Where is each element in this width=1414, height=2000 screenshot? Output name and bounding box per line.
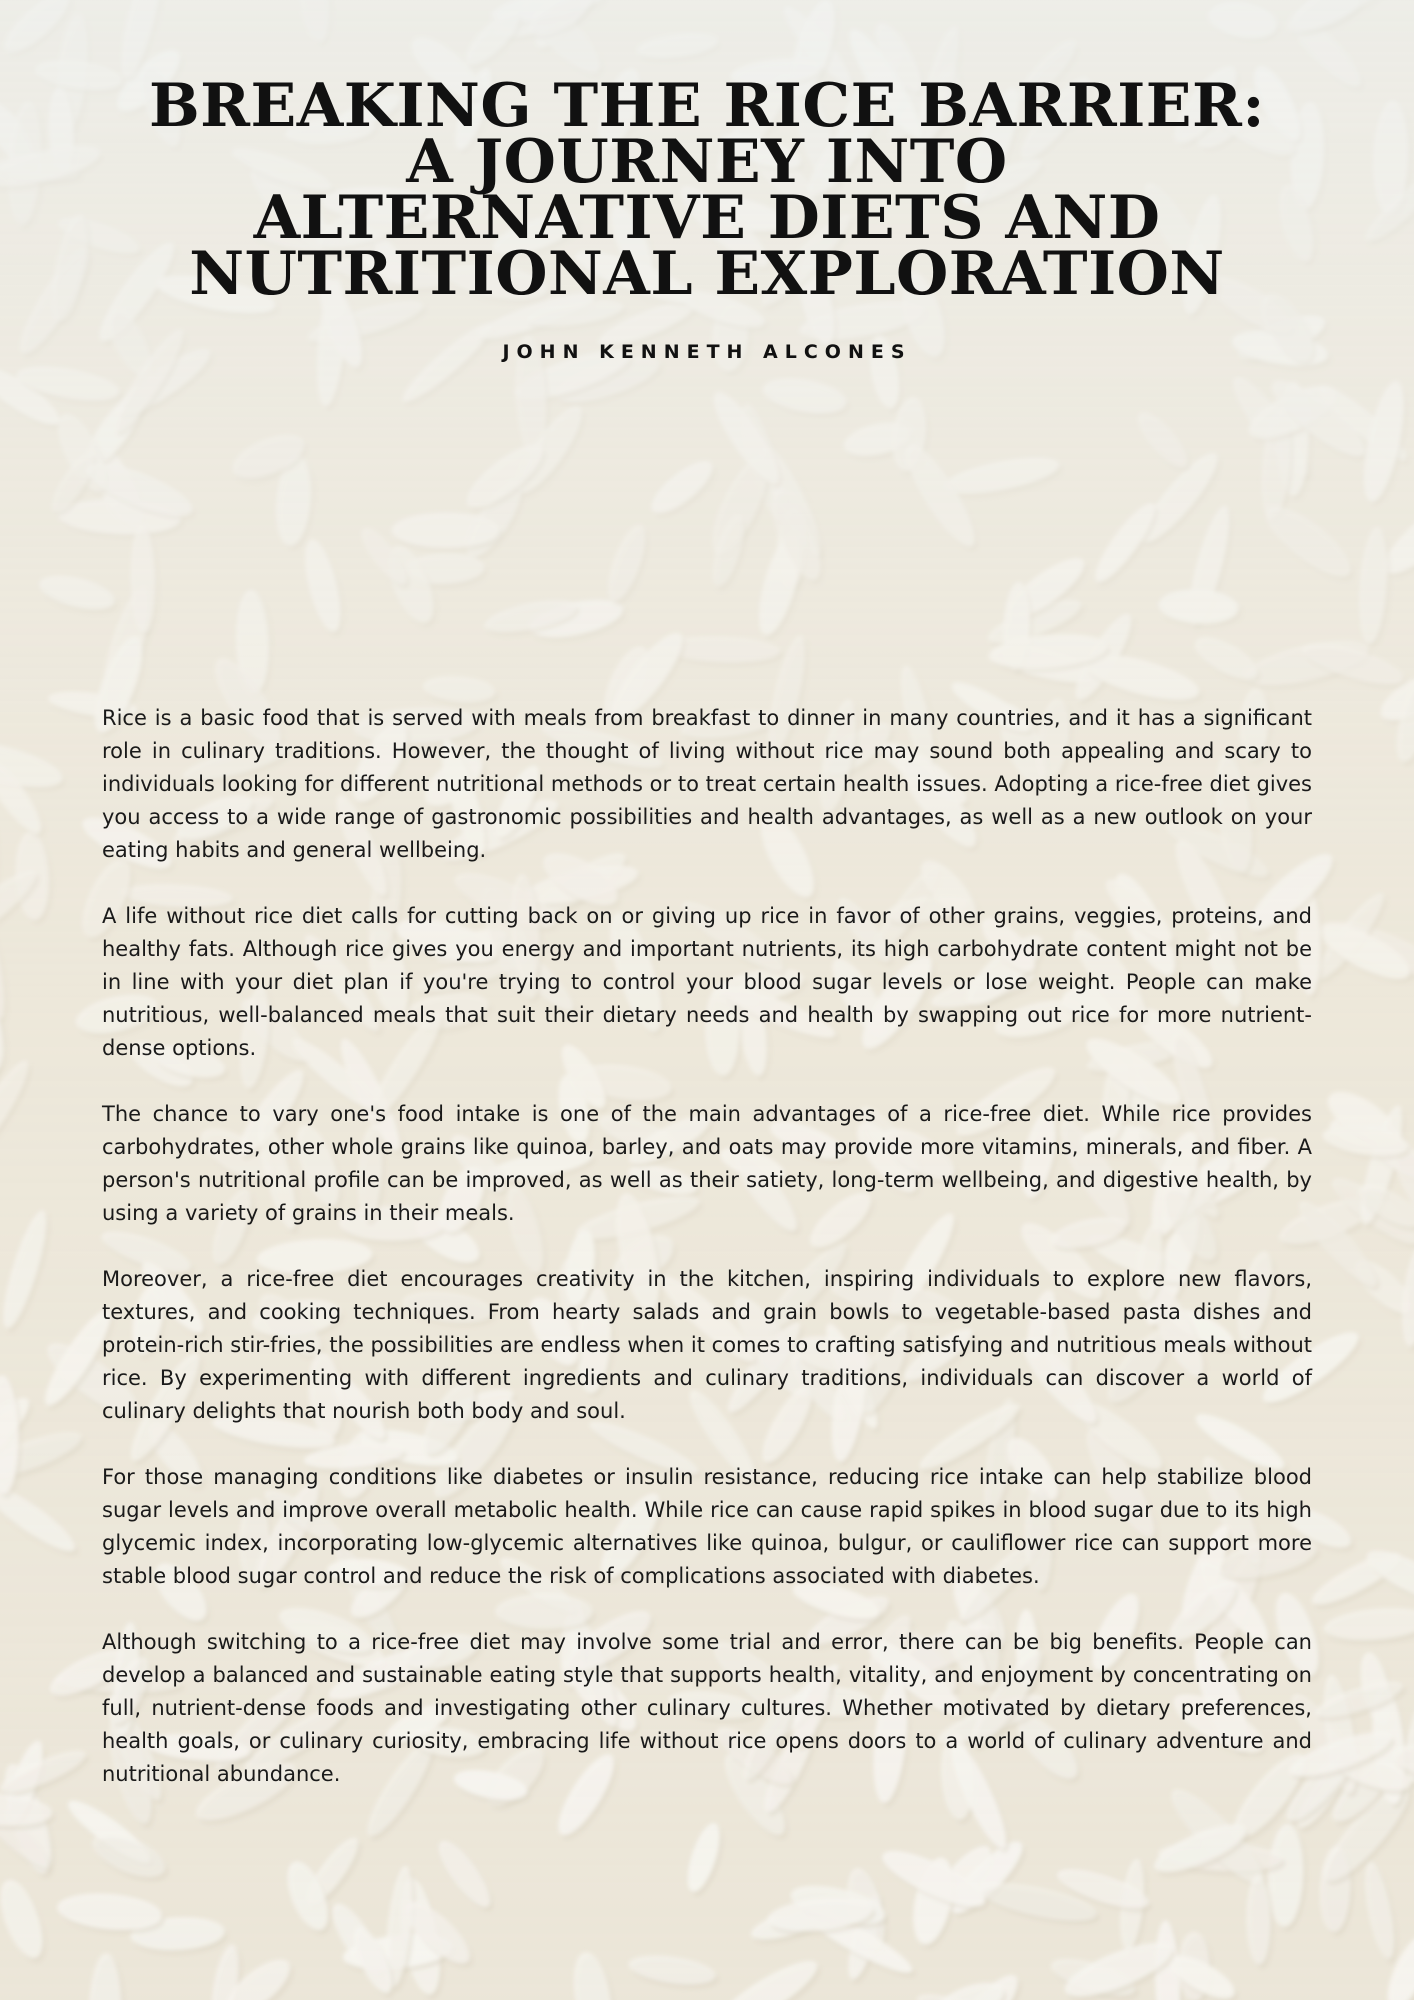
document-title [100,71,1314,309]
author-name: JOHN KENNETH ALCONES [502,341,912,363]
title-line: ALTERNATIVE DIETS AND [253,183,1161,253]
body-paragraph: A life without rice diet calls for cutting back on or giving up rice in favor of other grains, veggies, proteins, and healthy fats. Although rice gives you energy and important nutrients, its high carbohydrate content might not be in line with your diet plan if you're trying to control your blood sugar levels or lose weight. People can make nutritious, well-balanced meals that suit their dietary needs and health by swapping out rice for more nutrient-dense options. [102,904,1312,1060]
body-paragraph: For those managing conditions like diabetes or insulin resistance, reducing rice intake can help stabilize blood sugar levels and improve overall metabolic health. While rice can cause rapid spikes in blood sugar due to its high glycemic index, incorporating low-glycemic alternatives like quinoa, bulgur, or cauliflower rice can support more stable blood sugar control and reduce the risk of complications associated with diabetes. [102,1465,1312,1588]
title-line: A JOURNEY INTO [406,127,1008,197]
title-line: NUTRITIONAL EXPLORATION [189,239,1225,309]
body-paragraph: Rice is a basic food that is served with meals from breakfast to dinner in many countries, and it has a significant role in culinary traditions. However, the thought of living without rice may sound both appealing and scary to individuals looking for different nutritional methods or to treat certain health issues. Adopting a rice-free diet gives you access to a wide range of gastronomic possibilities and health advantages, as well as a new outlook on your eating habits and general wellbeing. [102,706,1312,862]
article-body [102,702,1312,1824]
body-paragraph: Although switching to a rice-free diet may involve some trial and error, there can be big benefits. People can develop a balanced and sustainable eating style that supports health, vitality, and enjoyment by concentrating on full, nutrient-dense foods and investigating other culinary cultures. Whether motivated by dietary preferences, health goals, or culinary curiosity, embracing life without rice opens doors to a world of culinary adventure and nutritional abundance. [102,1630,1312,1786]
title-line: BREAKING THE RICE BARRIER: [148,71,1266,141]
body-paragraph: Moreover, a rice-free diet encourages creativity in the kitchen, inspiring individuals to explore new flavors, textures, and cooking techniques. From hearty salads and grain bowls to vegetable-based pasta dishes and protein-rich stir-fries, the possibilities are endless when it comes to crafting satisfying and nutritious meals without rice. By experimenting with different ingredients and culinary traditions, individuals can discover a world of culinary delights that nourish both body and soul. [102,1267,1312,1423]
body-paragraph: The chance to vary one's food intake is one of the main advantages of a rice-free diet. While rice provides carbohydrates, other whole grains like quinoa, barley, and oats may provide more vitamins, minerals, and fiber. A person's nutritional profile can be improved, as well as their satiety, long-term wellbeing, and digestive health, by using a variety of grains in their meals. [102,1102,1312,1225]
